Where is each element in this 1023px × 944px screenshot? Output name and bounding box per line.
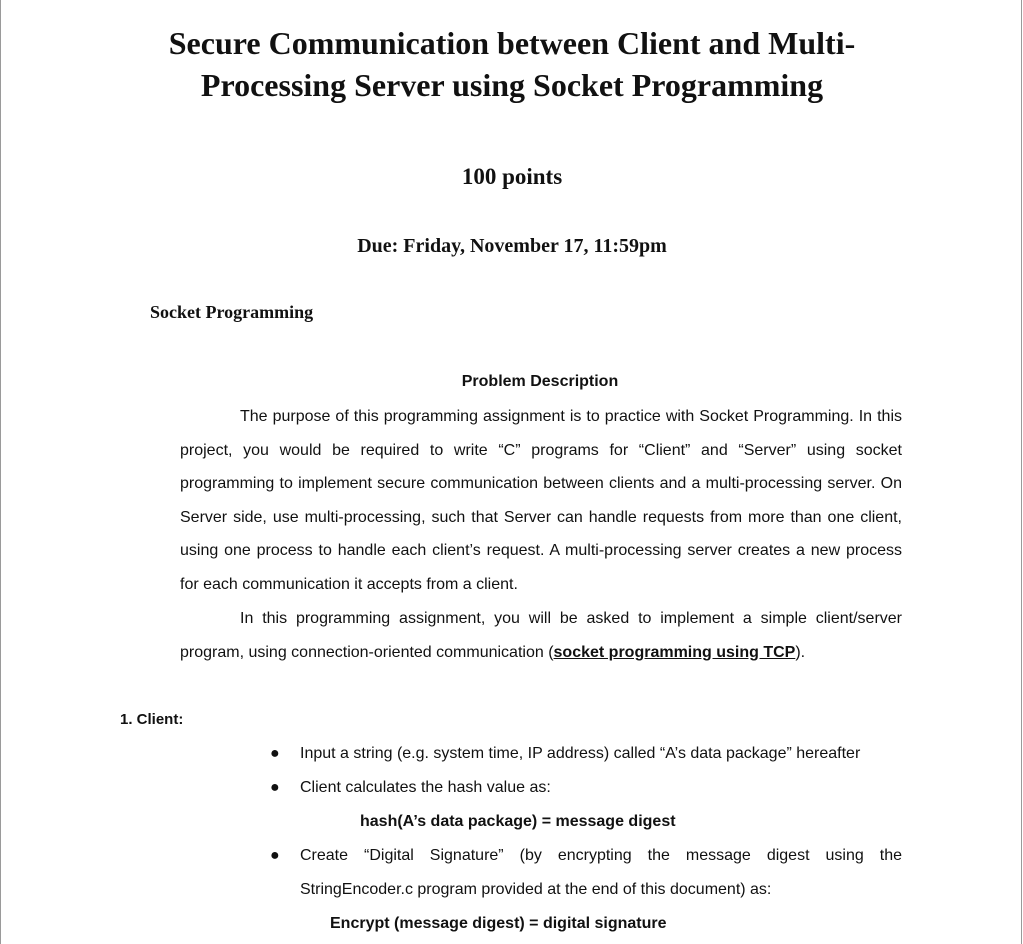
page-border-right	[1021, 0, 1022, 944]
document-title: Secure Communication between Client and Multi-Processing Server using Socket Programming	[168, 25, 856, 103]
formula-hash-row	[270, 805, 902, 839]
bullet-icon: ●	[270, 847, 280, 864]
bullet-text: Create “Digital Signature” (by encrypting the message digest using the StringEncoder.c program provided at the end of this document) as:	[300, 847, 902, 898]
points-label: 100 points	[461, 164, 563, 189]
problem-paragraph-1: The purpose of this programming assignment is to practice with Socket Programming. In this project, you would be required to write “C” programs for “Client” and “Server” using socket programming to implement secure communication between clients and a multi-processing server. On Server side, use multi-processing, such that Server can handle requests from more than one client, using one process to handle each client’s request. A multi-processing server creates a new process for each communication it accepts from a client.	[180, 408, 902, 593]
paragraph-2-text: In this programming assignment, you will be asked to implement a simple client/server program, using connection-oriented communication (	[180, 610, 902, 661]
client-bullet-list	[270, 737, 902, 941]
bullet-text: Input a string (e.g. system time, IP address) called “A’s data package” hereafter	[300, 745, 861, 762]
page-border-left	[0, 0, 1, 944]
list-item	[270, 737, 902, 771]
bullet-text: Client calculates the hash value as:	[300, 779, 551, 796]
list-item	[270, 771, 902, 805]
list-item	[270, 839, 902, 907]
due-date: Due: Friday, November 17, 11:59pm	[357, 235, 667, 257]
tcp-link[interactable]: socket programming using TCP	[553, 643, 796, 661]
bullet-icon: ●	[270, 745, 280, 762]
paragraph-2-tail: ).	[795, 643, 806, 661]
problem-description-heading: Problem Description	[461, 373, 619, 390]
formula-hash: hash(A’s data package) = message digest	[360, 813, 676, 830]
section-heading: Socket Programming	[150, 302, 314, 322]
formula-encrypt-row	[270, 907, 902, 941]
problem-paragraph-2	[180, 602, 902, 669]
bullet-icon: ●	[270, 779, 280, 796]
formula-encrypt: Encrypt (message digest) = digital signature	[330, 915, 667, 932]
client-heading: 1. Client:	[120, 711, 184, 728]
